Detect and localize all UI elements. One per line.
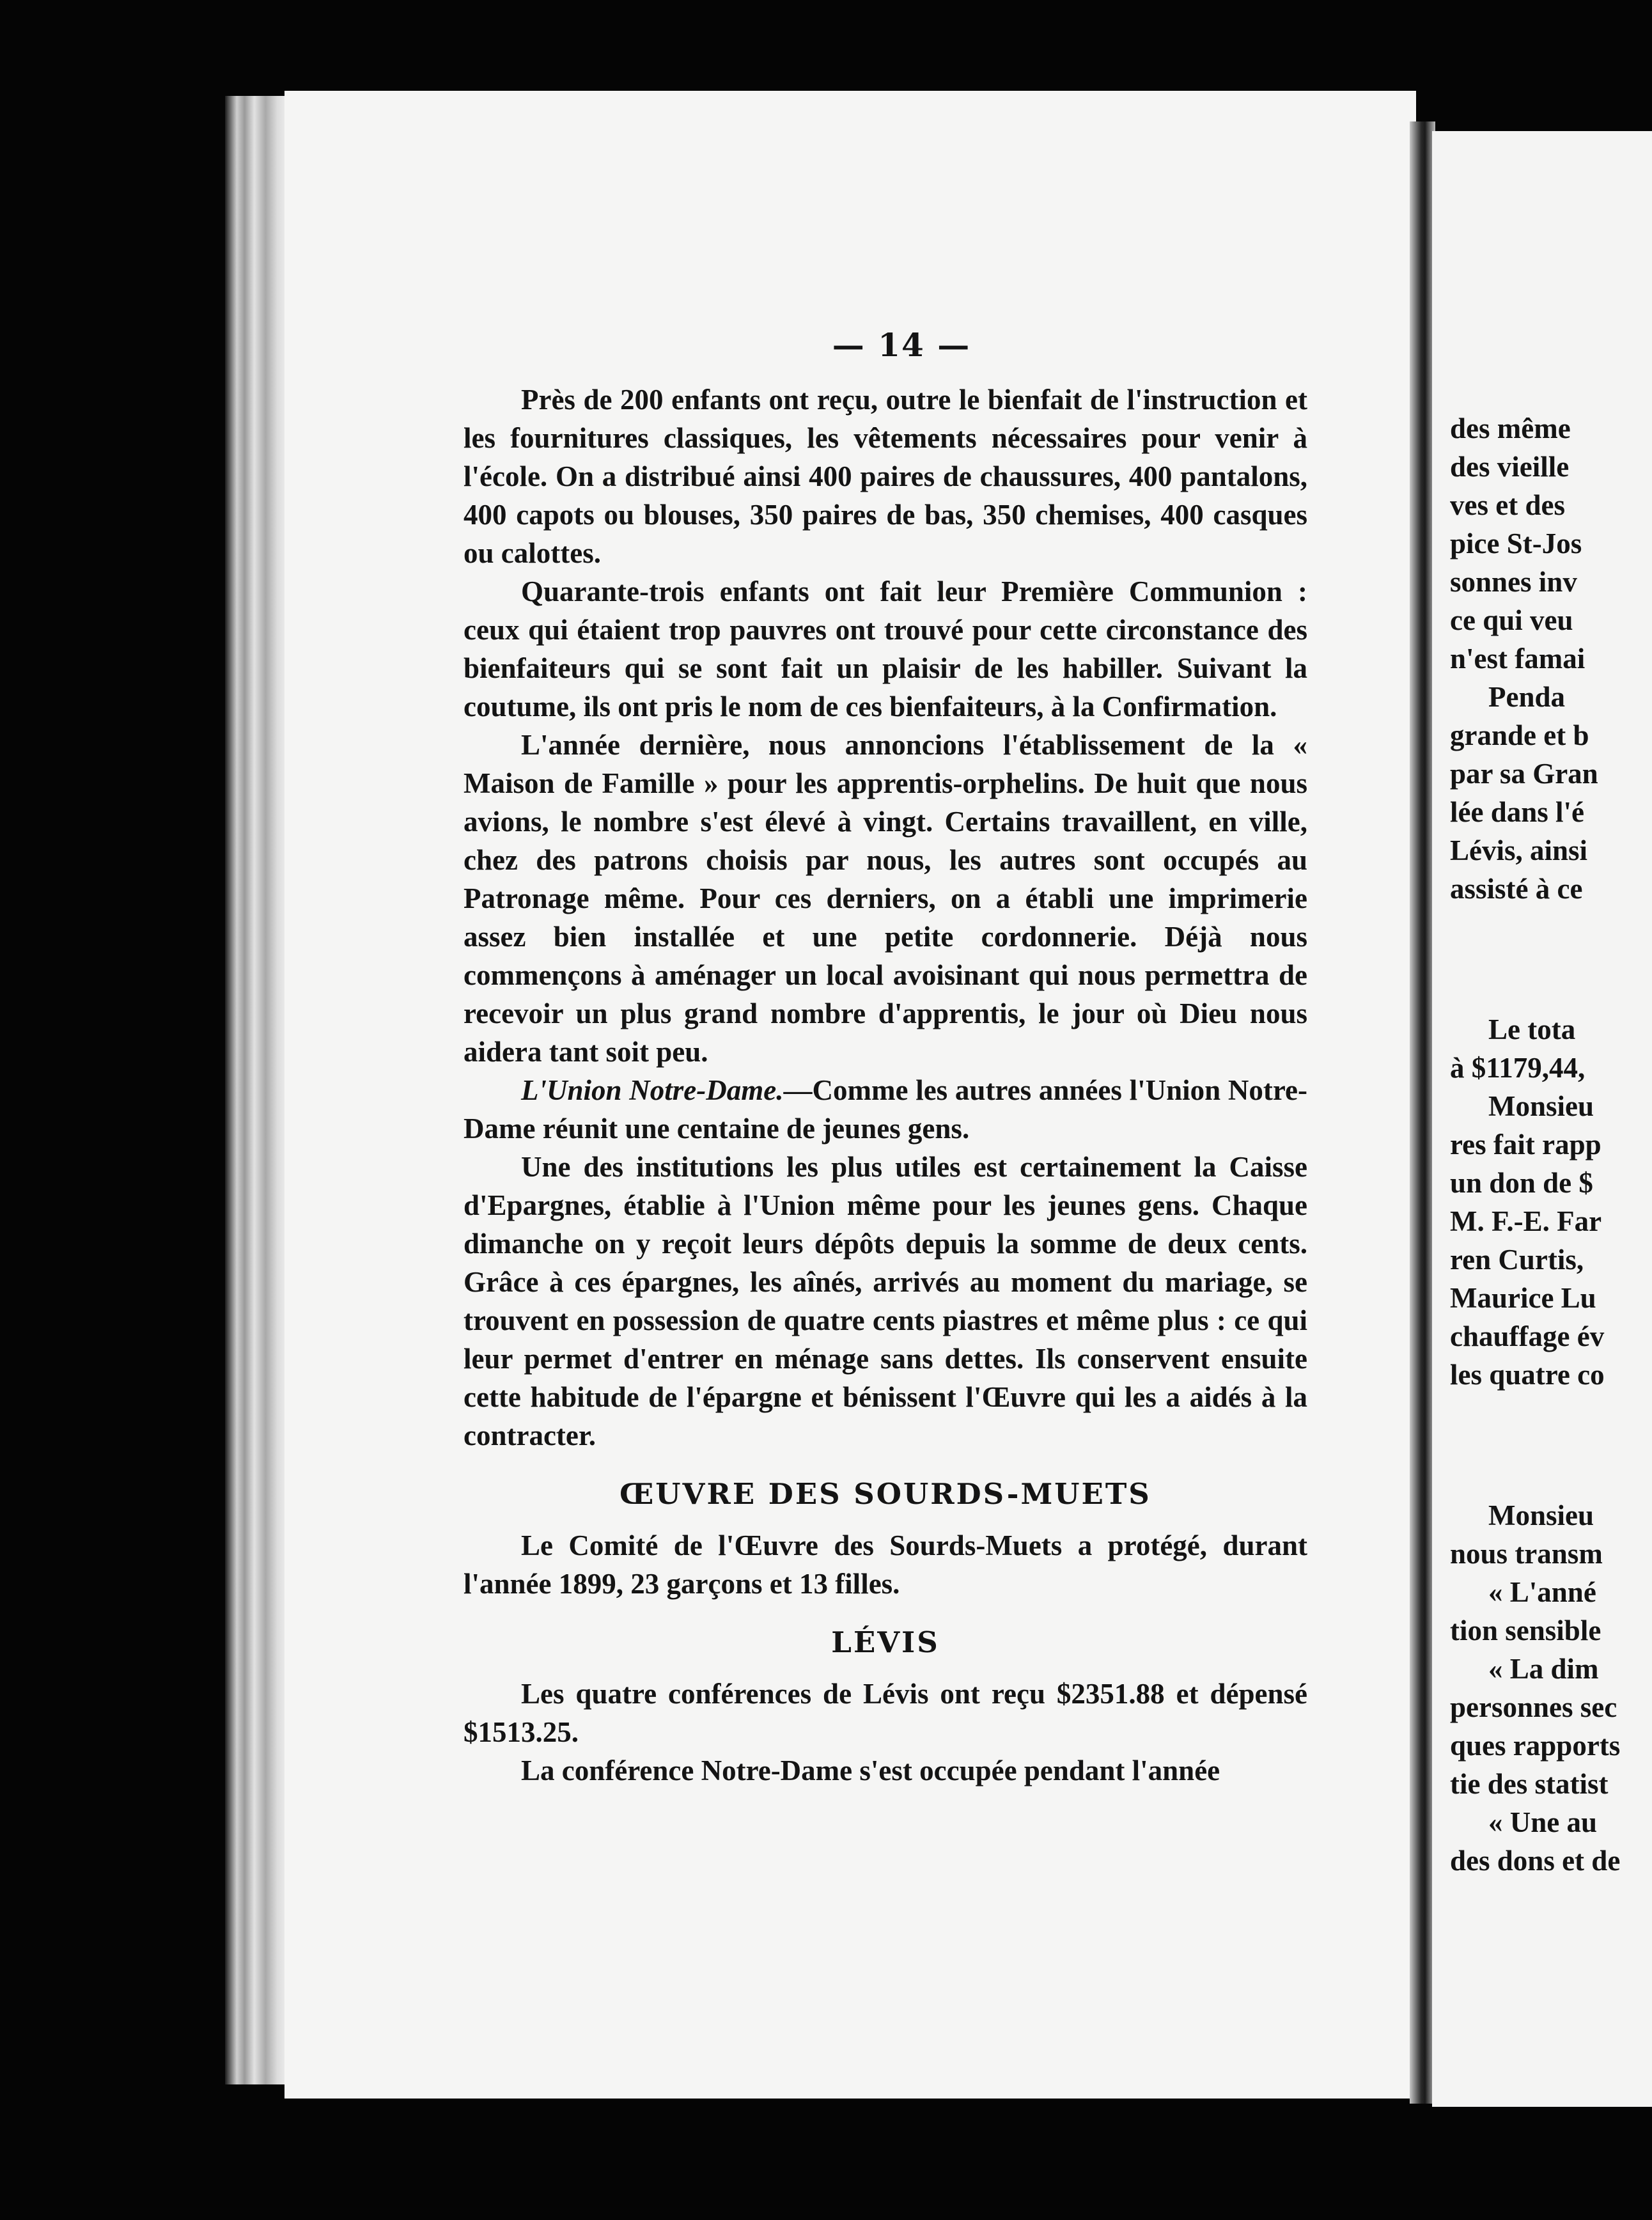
right-line: par sa Gran [1450, 758, 1598, 790]
right-line: « L'anné [1488, 1576, 1596, 1608]
right-line: des vieille [1450, 451, 1570, 483]
right-line: n'est famai [1450, 643, 1586, 675]
paragraph-maison-de-famille: L'année dernière, nous annoncions l'établissement de la « Maison de Famille » pour les apprentis-orphelins. De huit que nous avions, le nombre s'est élevé à vingt. Certains travaillent, en ville, chez des patrons choisis par nous, les autres sont occupés au Patronage même. Pour ces derniers, on a établi une imprimerie assez bien installée et une petite cordonnerie. Déjà nous commençons à aménager un local avoisinant qui nous permettra de recevoir un plus grand nombre d'apprentis, le jour où Dieu nous aidera tant soit peu. [464, 729, 1307, 1068]
right-line: ves et des [1450, 489, 1565, 521]
book-page-edges [225, 96, 290, 2084]
right-line: sonnes inv [1450, 566, 1577, 598]
union-text: —Comme les autres années l'Union Notre-Dame réunit une centaine de jeunes gens. [464, 1074, 1307, 1145]
paragraph-conference-notre-dame: La conférence Notre-Dame s'est occupée pendant l'année [521, 1755, 1220, 1786]
right-line: personnes sec [1450, 1691, 1617, 1723]
paragraph-union-notre-dame [464, 1071, 1307, 1148]
right-line: pice St-Jos [1450, 528, 1582, 559]
right-line: grande et b [1450, 719, 1589, 751]
paragraph-levis-conferences: Les quatre conférences de Lévis ont reçu $2351.88 et dépensé $1513.25. [464, 1678, 1307, 1748]
right-line: « La dim [1488, 1653, 1599, 1685]
right-line: à $1179,44, [1450, 1052, 1586, 1084]
book-gutter [1410, 121, 1435, 2104]
right-line: « Une au [1488, 1806, 1598, 1838]
right-line: les quatre co [1450, 1359, 1605, 1391]
right-line: des même [1450, 412, 1571, 444]
right-line: M. F.-E. Far [1450, 1205, 1602, 1237]
section-heading-levis: LÉVIS [831, 1625, 940, 1659]
union-title: L'Union Notre-Dame. [521, 1074, 784, 1106]
right-line: Monsieu [1488, 1499, 1594, 1531]
right-line: Le tota [1488, 1013, 1576, 1045]
section-heading-sourds-muets: ŒUVRE DES SOURDS-MUETS [620, 1477, 1151, 1511]
right-line: assisté à ce [1450, 873, 1583, 905]
paragraph-sourds-muets: Le Comité de l'Œuvre des Sourds-Muets a protégé, durant l'année 1899, 23 garçons et 13 filles. [464, 1529, 1307, 1600]
right-line: ce qui veu [1450, 604, 1573, 636]
right-line: un don de $ [1450, 1167, 1593, 1199]
right-line: tion sensible [1450, 1614, 1601, 1646]
right-line: ren Curtis, [1450, 1244, 1584, 1276]
right-page-text [1450, 409, 1652, 1880]
right-line: Maurice Lu [1450, 1282, 1596, 1314]
right-line: tie des statist [1450, 1768, 1609, 1800]
right-line: des dons et de [1450, 1845, 1621, 1877]
right-line: Monsieu [1488, 1090, 1594, 1122]
right-line: lée dans l'é [1450, 796, 1584, 828]
right-line: Lévis, ainsi [1450, 834, 1588, 866]
right-line: Penda [1488, 681, 1566, 713]
right-line: nous transm [1450, 1538, 1603, 1570]
right-line: ques rapports [1450, 1730, 1621, 1762]
page-number: — 14 — [832, 326, 971, 364]
paragraph-clothing: Près de 200 enfants ont reçu, outre le bienfait de l'instruction et les fournitures classiques, les vêtements nécessaires pour venir à l'école. On a distribué ainsi 400 paires de chaussures, 400 pantalons, 400 capots ou blouses, 350 paires de bas, 350 chemises, 400 casques ou calottes. [464, 384, 1307, 569]
paragraph-caisse-epargnes: Une des institutions les plus utiles est certainement la Caisse d'Epargnes, établie à l'Union même pour les jeunes gens. Chaque dimanche on y reçoit leurs dépôts depuis la somme de deux cents. Grâce à ces épargnes, les aînés, arrivés au moment du mariage, se trouvent en possession de quatre cents piastres et même plus : ce qui leur permet d'entrer en ménage sans dettes. Ils conservent ensuite cette habitude de l'épargne et bénissent l'Œuvre qui les a aidés à la contracter. [464, 1151, 1307, 1451]
right-line: res fait rapp [1450, 1129, 1601, 1161]
right-line: chauffage év [1450, 1320, 1605, 1352]
left-page-text [464, 380, 1307, 1790]
paragraph-communion: Quarante-trois enfants ont fait leur Première Communion : ceux qui étaient trop pauvres ont trouvé pour cette circonstance des bienfaiteurs qui se sont fait un plaisir de les habiller. Suivant la coutume, ils ont pris le nom de ces bienfaiteurs, à la Confirmation. [464, 575, 1307, 723]
